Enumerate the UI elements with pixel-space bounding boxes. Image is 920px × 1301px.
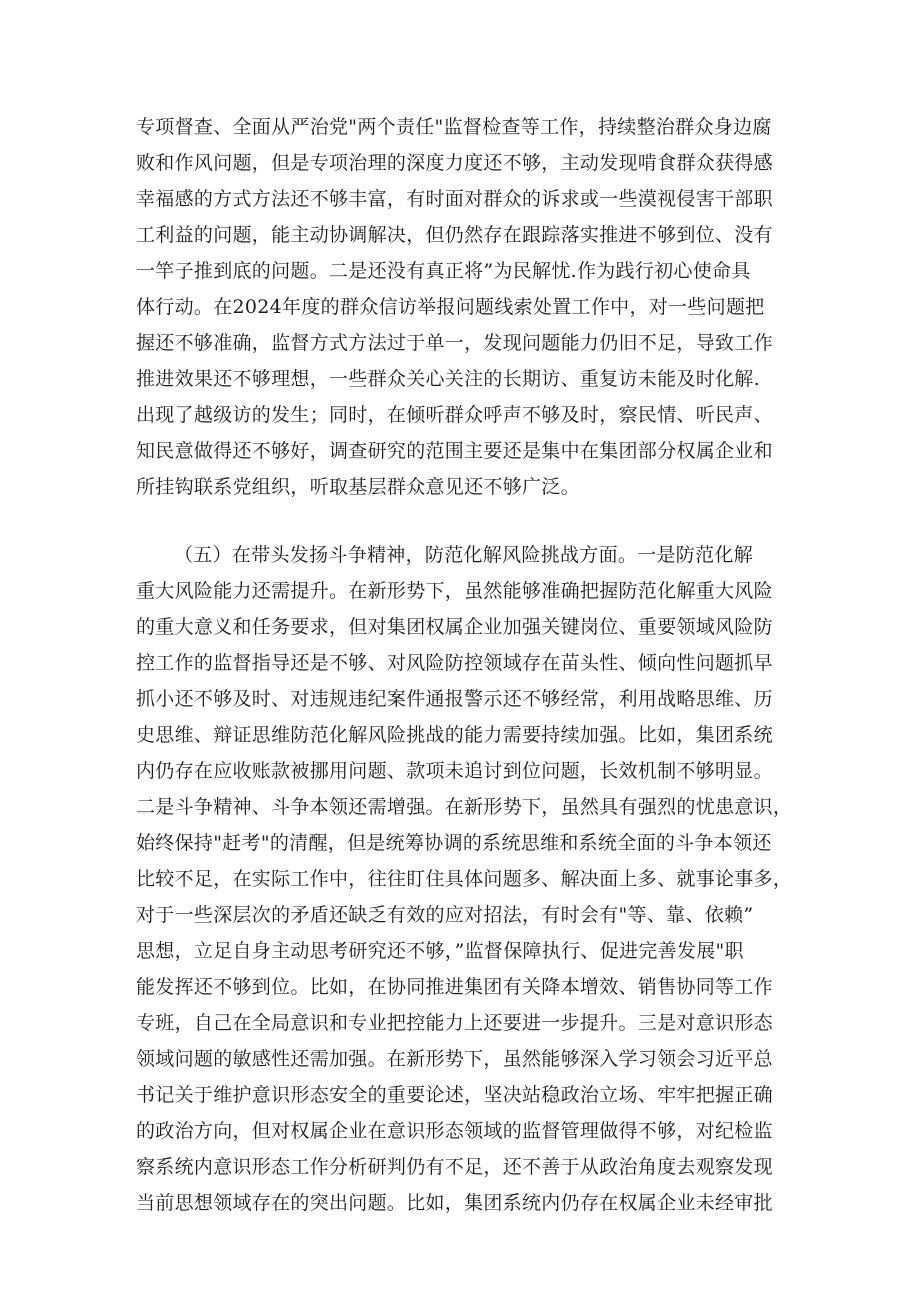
text-line: 思想，立足自身主动思考研究还不够，”监督保障执行、促进完善发展"职 [136, 940, 744, 962]
text-line: 领域问题的敏感性还需加强。在新形势下，虽然能够深入学习领会习近平总 [136, 1048, 773, 1070]
text-line: 败和作风问题，但是专项治理的深度力度还不够，主动发现啃食群众获得感 [136, 152, 773, 174]
text-line: 专项督查、全面从严治党"两个责任"监督检查等工作，持续整治群众身边腐 [136, 116, 772, 138]
text-line: 一竿子推到底的问题。二是还没有真正将”为民解忧.作为践行初心使命具 [136, 260, 751, 282]
text-line: 抓小还不够及时、对违规违纪案件通报警示还不够经常，利用战略思维、历 [136, 688, 773, 710]
text-line: 比较不足，在实际工作中，往往盯住具体问题多、解决面上多、就事论事多， [136, 868, 793, 890]
text-line: 的重大意义和任务要求，但对集团权属企业加强关键岗位、重要领域风险防 [136, 616, 773, 638]
text-line: 出现了越级访的发生；同时，在倾听群众呼声不够及时，察民情、听民声、 [136, 404, 773, 426]
text-line: 知民意做得还不够好，调查研究的范围主要还是集中在集团部分权属企业和 [136, 440, 773, 462]
text-line: 工利益的问题，能主动协调解决，但仍然存在跟踪落实推进不够到位、没有 [136, 224, 773, 246]
text-line: 专班，自己在全局意识和专业把控能力上还要进一步提升。三是对意识形态 [136, 1012, 773, 1034]
text-line: 重大风险能力还需提升。在新形势下，虽然能够准确把握防范化解重大风险 [136, 580, 773, 602]
text-line: 握还不够准确，监督方式方法过于单一，发现问题能力仍旧不足，导致工作 [136, 332, 773, 354]
text-line: 体行动。在2024年度的群众信访举报问题线索处置工作中，对一些问题把 [136, 296, 765, 318]
text-line: 始终保持"赶考"的清醒，但是统筹协调的系统思维和系统全面的斗争本领还 [136, 832, 772, 854]
text-line: 当前思想领域存在的突出问题。比如，集团系统内仍存在权属企业未经审批 [136, 1192, 773, 1214]
text-line: 控工作的监督指导还是不够、对风险防控领域存在苗头性、倾向性问题抓早 [136, 652, 773, 674]
text-line: 史思维、辩证思维防范化解风险挑战的能力需要持续加强。比如，集团系统 [136, 724, 773, 746]
text-line: 二是斗争精神、斗争本领还需增强。在新形势下，虽然具有强烈的忧患意识， [136, 796, 793, 818]
text-line: 能发挥还不够到位。比如，在协同推进集团有关降本增效、销售协同等工作 [136, 976, 773, 998]
text-line: 推进效果还不够理想，一些群众关心关注的长期访、重复访未能及时化解. [136, 368, 760, 390]
text-line: 书记关于维护意识形态安全的重要论述，坚决站稳政治立场、牢牢把握正确 [136, 1084, 773, 1106]
text-line: 对于一些深层次的矛盾还缺乏有效的应对招法，有时会有"等、靠、依赖” [136, 904, 754, 926]
text-line: 内仍存在应收账款被挪用问题、款项未追讨到位问题，长效机制不够明显。 [136, 760, 773, 782]
text-line: 的政治方向，但对权属企业在意识形态领域的监督管理做得不够，对纪检监 [136, 1120, 773, 1142]
text-line: 察系统内意识形态工作分析研判仍有不足，还不善于从政治角度去观察发现 [136, 1156, 773, 1178]
text-line: 所挂钩联系党组织，听取基层群众意见还不够广泛。 [136, 476, 580, 498]
text-line: （五）在带头发扬斗争精神，防范化解风险挑战方面。一是防范化解 [174, 544, 754, 566]
text-line: 幸福感的方式方法还不够丰富，有时面对群众的诉求或一些漠视侵害干部职 [136, 188, 773, 210]
